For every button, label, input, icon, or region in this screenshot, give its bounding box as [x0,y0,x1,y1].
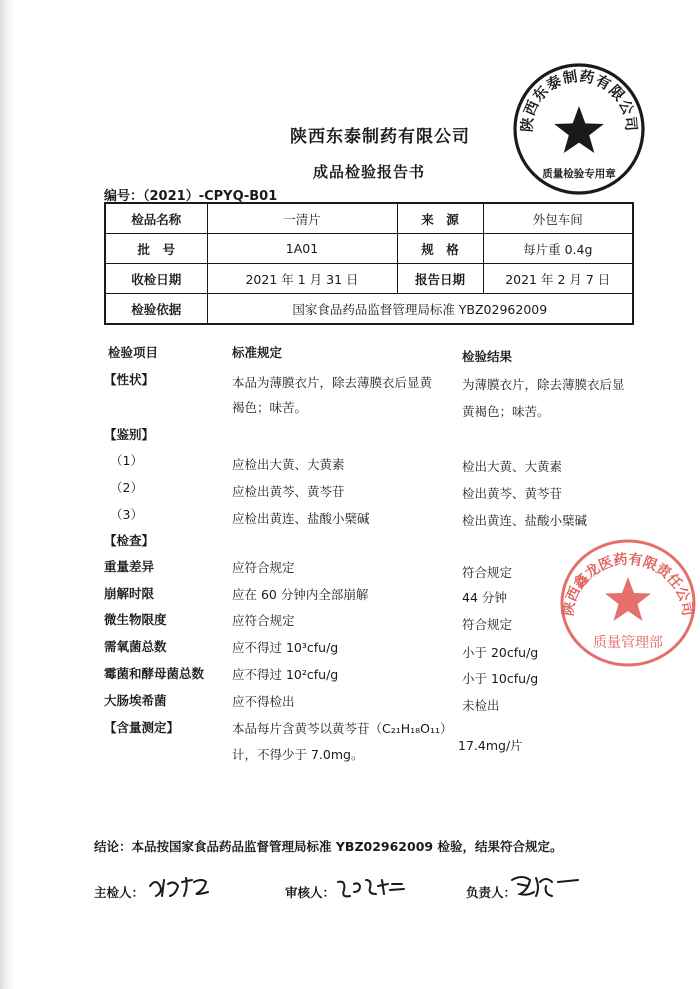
jiancha-item-3: 微生物限度 [104,612,167,627]
jiancha-standard-1: 应符合规定 [232,560,295,575]
report-code-label: 编号： [104,189,144,204]
jianbie-item-3: （3） [110,507,143,522]
sample-name-label: 检品名称 [105,203,207,234]
seal-bottom-text: 质量检验专用章 [542,168,616,180]
report-title: 成品检验报告书 [313,163,426,181]
quality-inspection-seal [510,60,648,198]
seal-top-text: 陕西鑫龙医药有限责任公司 [560,551,696,617]
jiancha-standard-5: 应不得过 10²cfu/g [232,667,339,682]
xingzhuang-standard-line1: 本品为薄膜衣片，除去薄膜衣后显黄 [232,375,433,390]
jiancha-standard-2: 应在 60 分钟内全部崩解 [232,587,369,602]
section-jiancha: 【检查】 [104,533,155,548]
hanliang-standard-line1: 本品每片含黄芩以黄芩苷（C₂₁H₁₈O₁₁） [232,721,453,736]
responsible-label: 负责人： [466,885,517,900]
jianbie-standard-1: 应检出大黄、大黄素 [232,457,345,472]
xingzhuang-result-line2: 黄褐色；味苦。 [462,404,550,419]
jiancha-result-3: 符合规定 [462,617,513,632]
seal-bottom-text: 质量管理部 [593,635,663,651]
jianbie-item-1: （1） [110,453,143,468]
jiancha-result-2: 44 分钟 [462,590,507,605]
conclusion-text: 本品按国家食品药品监督管理局标准 YBZ02962009 检验，结果符合规定。 [131,839,563,854]
table-row [105,203,633,234]
jiancha-standard-4: 应不得过 10³cfu/g [232,640,339,655]
seal-star-icon [605,577,651,621]
basis-label: 检验依据 [105,294,207,325]
report-code-value: （2021）-CPYQ-B01 [143,189,278,204]
external-quality-seal [555,535,700,670]
jiancha-item-4: 需氧菌总数 [104,639,167,654]
table-row [105,294,633,325]
jiancha-item-5: 霉菌和酵母菌总数 [104,666,205,681]
report-info-table [104,202,634,325]
jianbie-item-2: （2） [110,480,143,495]
header-item: 检验项目 [108,345,159,360]
basis-value: 国家食品药品监督管理局标准 YBZ02962009 [207,294,633,325]
jianbie-standard-2: 应检出黄芩、黄芩苷 [232,484,345,499]
hanliang-result: 17.4mg/片 [458,738,523,753]
conclusion-label: 结论： [94,839,132,854]
table-row [105,234,633,264]
xingzhuang-result-line1: 为薄膜衣片，除去薄膜衣后显 [462,377,625,392]
report-date-label: 报告日期 [397,264,483,294]
jiancha-result-1: 符合规定 [462,565,513,580]
source-label: 来 源 [397,203,483,234]
sample-name-value: 一清片 [207,203,397,234]
table-row [105,264,633,294]
responsible-signature [506,870,586,902]
section-xingzhuang: 【性状】 [104,372,155,387]
scan-edge-shadow [0,0,14,989]
reviewer-label: 审核人： [285,885,336,900]
batch-value: 1A01 [207,234,397,264]
jiancha-result-6: 未检出 [462,698,500,713]
report-date-value: 2021 年 2 月 7 日 [483,264,633,294]
jiancha-item-6: 大肠埃希菌 [104,693,167,708]
jiancha-standard-3: 应符合规定 [232,613,295,628]
receive-date-value: 2021 年 1 月 31 日 [207,264,397,294]
company-title: 陕西东泰制药有限公司 [290,127,470,147]
xingzhuang-standard-line2: 褐色；味苦。 [232,400,308,415]
spec-value: 每片重 0.4g [483,234,633,264]
jiancha-standard-6: 应不得检出 [232,694,295,709]
seal-star-icon [554,106,604,153]
source-value: 外包车间 [483,203,633,234]
hanliang-standard-line2: 计，不得少于 7.0mg。 [232,747,364,762]
header-standard: 标准规定 [232,345,283,360]
section-hanliang: 【含量测定】 [104,720,180,735]
jiancha-result-5: 小于 10cfu/g [462,671,539,686]
jiancha-result-4: 小于 20cfu/g [462,645,539,660]
jianbie-standard-3: 应检出黄连、盐酸小檗碱 [232,511,370,526]
jianbie-result-3: 检出黄连、盐酸小檗碱 [462,513,588,528]
reviewer-signature [334,874,410,902]
section-jianbie: 【鉴别】 [104,427,155,442]
jianbie-result-1: 检出大黄、大黄素 [462,459,563,474]
jianbie-result-2: 检出黄芩、黄芩苷 [462,486,563,501]
jiancha-item-2: 崩解时限 [104,586,155,601]
header-result: 检验结果 [462,349,513,364]
inspector-signature [146,872,218,902]
seal-top-text: 陕西东泰制药有限公司 [519,68,639,133]
conclusion [94,837,562,855]
batch-label: 批 号 [105,234,207,264]
spec-label: 规 格 [397,234,483,264]
jiancha-item-1: 重量差异 [104,559,155,574]
receive-date-label: 收检日期 [105,264,207,294]
inspector-label: 主检人： [94,885,145,900]
